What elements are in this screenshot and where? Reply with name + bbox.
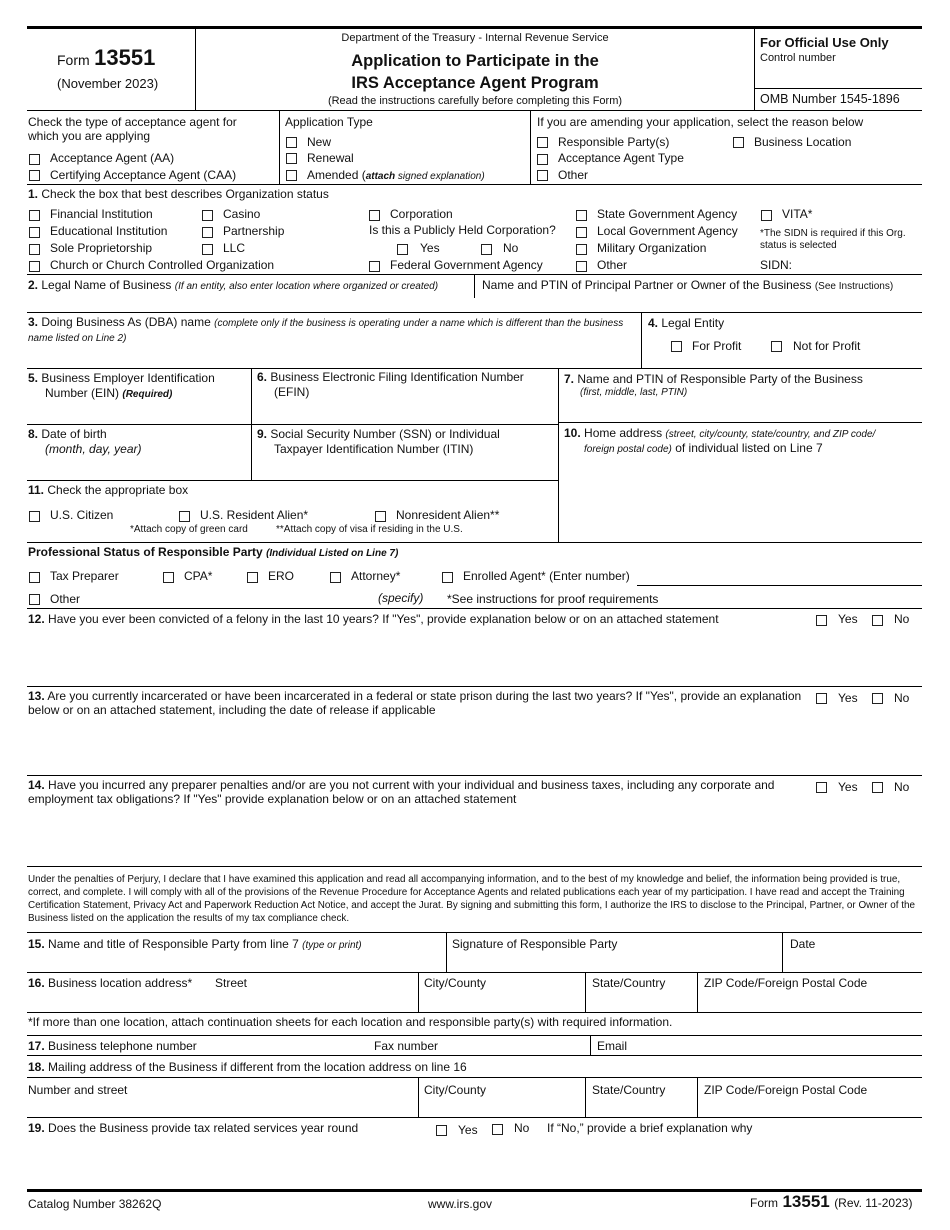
form-number: 13551: [94, 45, 156, 70]
amend-agent-type-checkbox[interactable]: [537, 154, 548, 165]
line13-question: 13. Are you currently incarcerated or have been incarcerated in a federal or state prison during the last two years? If "Yes", provide an explanation below or on an attached statement, including the date of release if applicable: [28, 689, 802, 717]
publicly-held-yes-checkbox[interactable]: [397, 244, 408, 255]
org-sole-prop-checkbox[interactable]: [29, 244, 40, 255]
footer-form-id: Form 13551 (Rev. 11-2023): [750, 1192, 913, 1211]
amend-other-label: Other: [558, 168, 589, 182]
line16-zip-label: ZIP Code/Foreign Postal Code: [704, 976, 868, 990]
org-educational-checkbox[interactable]: [29, 227, 40, 238]
nonresident-alien-checkbox[interactable]: [375, 511, 386, 522]
line16-city-label: City/County: [424, 976, 487, 990]
line3-label: 3. Doing Business As (DBA) name (complete only if the business is operating under a name which is different than the business name listed on Line 2): [28, 315, 624, 344]
form-id: [57, 45, 155, 71]
line14-question: 14. Have you incurred any preparer penalties and/or are you not current with your individual and business taxes, including any corporate and employment tax obligations? If "Yes" provide explanation below or on an attached statement: [28, 778, 775, 806]
nonresident-alien-label: Nonresident Alien**: [396, 508, 500, 522]
org-federal-checkbox[interactable]: [369, 261, 380, 272]
line7-note: (first, middle, last, PTIN): [580, 387, 688, 398]
citizen-checkbox[interactable]: [29, 511, 40, 522]
amend-responsible-party-checkbox[interactable]: [537, 137, 548, 148]
line16-state-label: State/Country: [592, 976, 666, 990]
line12-yes-checkbox[interactable]: [816, 615, 827, 626]
line16-label: 16. Business location address*: [28, 976, 193, 990]
line5-label: 5. Business Employer Identification: [28, 371, 215, 385]
principal-partner-label: Name and PTIN of Principal Partner or Owner of the Business (See Instructions): [482, 278, 894, 292]
official-use-label: For Official Use Only: [760, 35, 889, 50]
org-local-gov-checkbox[interactable]: [576, 227, 587, 238]
proof-note: *See instructions for proof requirements: [447, 592, 659, 606]
for-profit-checkbox[interactable]: [671, 341, 682, 352]
line18-city-label: City/County: [424, 1083, 487, 1097]
agent-type-aa-checkbox[interactable]: [29, 154, 40, 165]
org-vita-checkbox[interactable]: [761, 210, 772, 221]
line19-yes-checkbox[interactable]: [436, 1125, 447, 1136]
line18-state-label: State/Country: [592, 1083, 666, 1097]
instructions-note: (Read the instructions carefully before completing this Form): [327, 95, 623, 107]
org-military-checkbox[interactable]: [576, 244, 587, 255]
agent-type-caa-label: Certifying Acceptance Agent (CAA): [50, 168, 237, 182]
org-llc-checkbox[interactable]: [202, 244, 213, 255]
line2-label: 2. Legal Name of Business (If an entity, also enter location where organized or created): [28, 278, 439, 292]
publicly-held-no-checkbox[interactable]: [481, 244, 492, 255]
catalog-number: Catalog Number 38262Q: [28, 1197, 162, 1211]
sidn-note: *The SIDN is required if this Org. status is selected: [760, 228, 906, 251]
professional-other-label: Other: [50, 592, 81, 606]
resident-alien-label: U.S. Resident Alien*: [200, 508, 309, 522]
org-state-gov-label: State Government Agency: [597, 207, 738, 221]
app-type-new-checkbox[interactable]: [286, 137, 297, 148]
agent-type-aa-label: Acceptance Agent (AA): [50, 151, 175, 165]
agent-type-caa-checkbox[interactable]: [29, 170, 40, 181]
specify-label: (specify): [378, 591, 424, 605]
org-casino-checkbox[interactable]: [202, 210, 213, 221]
line15-label: 15. Name and title of Responsible Party from line 7 (type or print): [28, 937, 362, 951]
line14-no-checkbox[interactable]: [872, 782, 883, 793]
org-state-gov-checkbox[interactable]: [576, 210, 587, 221]
app-type-label: Application Type: [285, 115, 373, 129]
org-church-checkbox[interactable]: [29, 261, 40, 272]
app-type-renewal-label: Renewal: [307, 151, 354, 165]
not-for-profit-label: Not for Profit: [793, 339, 861, 353]
line12-no-checkbox[interactable]: [872, 615, 883, 626]
org-other-checkbox[interactable]: [576, 261, 587, 272]
amend-other-checkbox[interactable]: [537, 170, 548, 181]
org-casino-label: Casino: [223, 207, 261, 221]
line6-label: 6. Business Electronic Filing Identification Number: [257, 370, 524, 384]
enrolled-agent-checkbox[interactable]: [442, 572, 453, 583]
line19-label: 19. Does the Business provide tax related services year round: [28, 1121, 359, 1135]
amend-business-location-label: Business Location: [754, 135, 852, 149]
amend-responsible-party-label: Responsible Party(s): [558, 135, 670, 149]
citizen-label: U.S. Citizen: [50, 508, 114, 522]
control-number-label: Control number: [760, 52, 836, 64]
line9-label: 9. Social Security Number (SSN) or Individual: [257, 427, 500, 441]
org-financial-checkbox[interactable]: [29, 210, 40, 221]
omb-number: OMB Number 1545-1896: [760, 92, 900, 106]
app-type-renewal-checkbox[interactable]: [286, 153, 297, 164]
line12-question: 12. Have you ever been convicted of a felony in the last 10 years? If "Yes", provide explanation below or on an attached statement: [28, 612, 719, 626]
line6-label2: (EFIN): [274, 385, 310, 399]
attorney-label: Attorney*: [351, 569, 401, 583]
line4-label: 4. Legal Entity: [648, 316, 725, 330]
form-date: (November 2023): [57, 76, 159, 91]
org-partnership-label: Partnership: [223, 224, 285, 238]
resident-alien-checkbox[interactable]: [179, 511, 190, 522]
line18-street-label: Number and street: [28, 1083, 128, 1097]
line14-no-label: No: [894, 780, 910, 794]
fax-label: Fax number: [374, 1039, 439, 1053]
amend-agent-type-label: Acceptance Agent Type: [558, 151, 684, 165]
perjury-statement: Under the penalties of Perjury, I declare that I have examined this application and read all accompanying information, and to the best of my knowledge and belief, the information being provided is true, correct, and complete. I will comply with all of the provisions of the Revenue Procedure for Acceptance Agents and related publications each year of my participation. I have read and accept the Training Certification Statement, Privacy Act and Paperwork Reduction Act Notice, and accept the Jurat. By signing and submitting this form, I authorize the IRS to disclose to the Principal, Partner, or Owner of the Business listed on the application the results of my tax compliance check.: [28, 874, 915, 924]
professional-other-checkbox[interactable]: [29, 594, 40, 605]
org-partnership-checkbox[interactable]: [202, 227, 213, 238]
ero-label: ERO: [268, 569, 295, 583]
line19-no-checkbox[interactable]: [492, 1124, 503, 1135]
org-sole-prop-label: Sole Proprietorship: [50, 241, 153, 255]
line13-no-label: No: [894, 691, 910, 705]
line14-yes-label: Yes: [838, 780, 858, 794]
publicly-held-no-label: No: [503, 241, 519, 255]
line19-no-label: No: [514, 1121, 530, 1135]
attorney-checkbox[interactable]: [330, 572, 341, 583]
page-title-line2: IRS Acceptance Agent Program: [351, 74, 599, 92]
line13-yes-checkbox[interactable]: [816, 693, 827, 704]
line13-yes-label: Yes: [838, 691, 858, 705]
not-for-profit-checkbox[interactable]: [771, 341, 782, 352]
line14-yes-checkbox[interactable]: [816, 782, 827, 793]
cpa-label: CPA*: [184, 569, 213, 583]
line1-label: 1. Check the box that best describes Organization status: [28, 187, 329, 201]
tax-preparer-label: Tax Preparer: [50, 569, 119, 583]
line7-label: 7. Name and PTIN of Responsible Party of the Business: [564, 372, 863, 386]
page-title-line1: Application to Participate in the: [351, 52, 599, 70]
app-type-amended-label: Amended (attach signed explanation): [307, 168, 485, 182]
org-vita-label: VITA*: [782, 207, 813, 221]
line19-explain-label: If “No,” provide a brief explanation why: [547, 1121, 753, 1135]
line12-yes-label: Yes: [838, 612, 858, 626]
line12-no-label: No: [894, 612, 910, 626]
app-type-new-label: New: [307, 135, 332, 149]
org-federal-label: Federal Government Agency: [390, 258, 543, 272]
org-corporation-label: Corporation: [390, 207, 453, 221]
org-educational-label: Educational Institution: [50, 224, 168, 238]
org-church-label: Church or Church Controlled Organization: [50, 258, 275, 272]
org-llc-label: LLC: [223, 241, 246, 255]
line8-note: (month, day, year): [45, 442, 142, 456]
line16-street-label: Street: [215, 976, 248, 990]
amend-reason-label: If you are amending your application, select the reason below: [537, 115, 864, 129]
enrolled-agent-label: Enrolled Agent* (Enter number): [463, 569, 630, 583]
green-card-note: *Attach copy of green card: [130, 524, 248, 535]
publicly-held-question: Is this a Publicly Held Corporation?: [369, 223, 556, 237]
visa-note: **Attach copy of visa if residing in the U.S.: [276, 524, 463, 535]
line17-label: 17. Business telephone number: [28, 1039, 197, 1053]
cpa-checkbox[interactable]: [163, 572, 174, 583]
line18-label: 18. Mailing address of the Business if different from the location address on line 16: [28, 1060, 467, 1074]
org-other-label: Other: [597, 258, 628, 272]
org-military-label: Military Organization: [597, 241, 707, 255]
line9-label2: Taxpayer Identification Number (ITIN): [274, 442, 474, 456]
continuation-note: *If more than one location, attach continuation sheets for each location and responsible party(s) with required information.: [28, 1015, 673, 1029]
agent-type-label: Check the type of acceptance agent for which you are applying: [28, 115, 237, 143]
publicly-held-yes-label: Yes: [420, 241, 440, 255]
line19-yes-label: Yes: [458, 1123, 478, 1137]
irs-website: www.irs.gov: [428, 1197, 493, 1211]
line10-label2: foreign postal code) of individual listed on Line 7: [584, 441, 823, 455]
for-profit-label: For Profit: [692, 339, 742, 353]
ero-checkbox[interactable]: [247, 572, 258, 583]
form-word: Form: [57, 52, 90, 68]
line8-label: 8. Date of birth: [28, 427, 107, 441]
line18-zip-label: ZIP Code/Foreign Postal Code: [704, 1083, 868, 1097]
org-corporation-checkbox[interactable]: [369, 210, 380, 221]
department-line: Department of the Treasury - Internal Revenue Service: [341, 32, 609, 44]
line10-label: 10. Home address (street, city/county, state/country, and ZIP code/: [564, 426, 876, 440]
line13-no-checkbox[interactable]: [872, 693, 883, 704]
line5-label2: Number (EIN) (Required): [45, 386, 173, 400]
line11-label: 11. Check the appropriate box: [28, 483, 189, 497]
professional-status-label: Professional Status of Responsible Party (Individual Listed on Line 7): [28, 545, 399, 559]
sidn-label: SIDN:: [760, 258, 793, 272]
org-local-gov-label: Local Government Agency: [597, 224, 738, 238]
tax-preparer-checkbox[interactable]: [29, 572, 40, 583]
date-label: Date: [790, 937, 816, 951]
org-financial-label: Financial Institution: [50, 207, 153, 221]
email-label: Email: [597, 1039, 628, 1053]
signature-label: Signature of Responsible Party: [452, 937, 618, 951]
app-type-amended-checkbox[interactable]: [286, 170, 297, 181]
amend-business-location-checkbox[interactable]: [733, 137, 744, 148]
